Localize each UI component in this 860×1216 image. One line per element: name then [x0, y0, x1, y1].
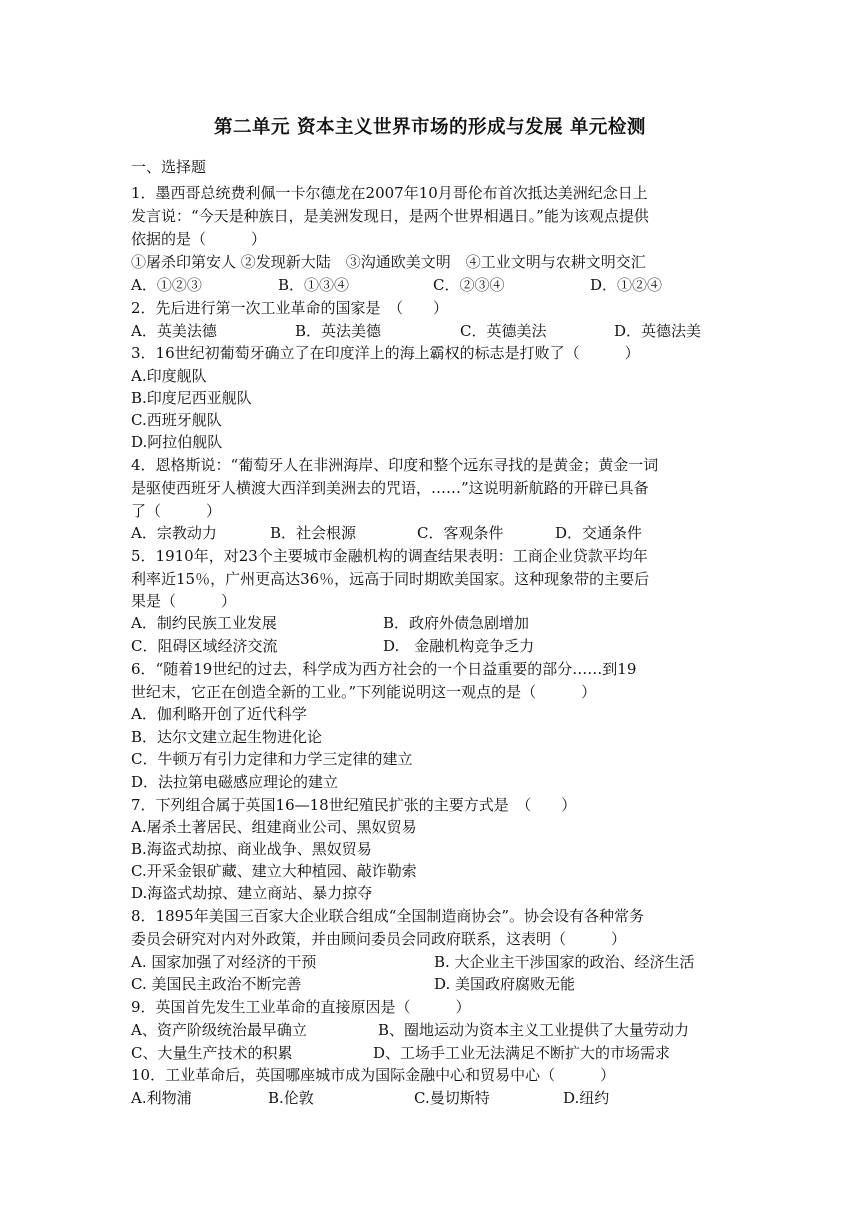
- question-10-option-b: B.伦敦: [268, 1089, 314, 1107]
- question-2-option-c: C．英德美法: [460, 322, 547, 340]
- question-8-option-c: C. 美国民主政治不断完善: [131, 975, 302, 993]
- question-10-line-1: 10．工业革命后，英国哪座城市成为国际金融中心和贸易中心（ ）: [131, 1066, 616, 1084]
- question-3-option-a: A.印度舰队: [131, 367, 207, 385]
- question-1-option-b: B．①③④: [278, 276, 350, 294]
- question-6-option-a: A．伽利略开创了近代科学: [131, 705, 307, 723]
- question-9-option-c: C、大量生产技术的积累: [131, 1044, 293, 1062]
- question-6-option-b: B．达尔文建立起生物进化论: [131, 728, 323, 746]
- question-8-line-1: 8．1895年美国三百家大企业联合组成“全国制造商协会”。协会设有各种常务: [131, 907, 645, 925]
- question-5-option-c: C．阻碍区域经济交流: [131, 637, 278, 655]
- question-4-line-3: 了（ ）: [131, 502, 222, 520]
- question-7-option-c: C.开采金银矿藏、建立大种植园、敲诈勒索: [131, 862, 417, 880]
- question-9-option-b: B、圈地运动为资本主义工业提供了大量劳动力: [378, 1021, 690, 1039]
- question-8-option-a: A. 国家加强了对经济的干预: [131, 953, 317, 971]
- question-1-option-d: D．①②④: [590, 276, 663, 294]
- question-5-line-1: 5．1910年，对23个主要城市金融机构的调查结果表明：工商企业贷款平均年: [131, 547, 648, 565]
- question-5-option-a: A．制约民族工业发展: [131, 614, 277, 632]
- question-7-option-a: A.屠杀土著居民、组建商业公司、黑奴贸易: [131, 818, 417, 836]
- question-5-line-3: 果是（ ）: [131, 592, 237, 610]
- question-2-line-1: 2．先后进行第一次工业革命的国家是 （ ）: [131, 299, 449, 317]
- question-10-option-c: C.曼切斯特: [414, 1089, 490, 1107]
- question-2-option-d: D．英德法美: [614, 322, 702, 340]
- question-1-line-2: 发言说：“今天是种族日，是美洲发现日，是两个世界相遇日。”能为该观点提供: [131, 207, 649, 225]
- question-5-option-d: D. 金融机构竞争乏力: [383, 637, 535, 655]
- question-9-line-1: 9．英国首先发生工业革命的直接原因是（ ）: [131, 998, 471, 1016]
- question-4-line-1: 4．恩格斯说：“葡萄牙人在非洲海岸、印度和整个远东寻找的是黄金；黄金一词: [131, 456, 659, 474]
- question-7-option-b: B.海盗式劫掠、商业战争、黑奴贸易: [131, 840, 372, 858]
- question-6-line-1: 6．“随着19世纪的过去，科学成为西方社会的一个日益重要的部分……到19: [131, 660, 637, 678]
- question-5-option-b: B．政府外债急剧增加: [383, 614, 530, 632]
- question-2-option-a: A．英美法德: [131, 322, 217, 340]
- question-4-option-d: D．交通条件: [555, 524, 643, 542]
- question-1-line-4: ①屠杀印第安人 ②发现新大陆 ③沟通欧美文明 ④工业文明与农耕文明交汇: [131, 253, 646, 271]
- question-6-option-c: C．牛顿万有引力定律和力学三定律的建立: [131, 750, 413, 768]
- question-3-line-1: 3．16世纪初葡萄牙确立了在印度洋上的海上霸权的标志是打败了（ ）: [131, 344, 640, 362]
- question-3-option-c: C.西班牙舰队: [131, 411, 222, 429]
- question-7-line-1: 7．下列组合属于英国16—18世纪殖民扩张的主要方式是 （ ）: [131, 796, 577, 814]
- question-1-option-a: A．①②③: [131, 276, 202, 294]
- question-5-line-2: 利率近15％，广州更高达36％，远高于同时期欧美国家。这种现象带的主要后: [131, 570, 650, 588]
- question-10-option-d: D.纽约: [563, 1089, 610, 1107]
- question-8-option-b: B. 大企业主干涉国家的政治、经济生活: [434, 953, 695, 971]
- question-9-option-d: D、工场手工业无法满足不断扩大的市场需求: [373, 1044, 671, 1062]
- question-1-line-3: 依据的是（ ）: [131, 230, 267, 248]
- question-8-line-2: 委员会研究对内对外政策，并由顾问委员会同政府联系，这表明（ ）: [131, 930, 627, 948]
- question-4-option-a: A．宗教动力: [131, 524, 217, 542]
- question-4-option-b: B．社会根源: [270, 524, 357, 542]
- question-4-option-c: C．客观条件: [417, 524, 504, 542]
- section-heading: 一、选择题: [131, 158, 207, 176]
- question-6-line-2: 世纪末，它正在创造全新的工业。”下列能说明这一观点的是（ ）: [131, 683, 597, 701]
- question-3-option-b: B.印度尼西亚舰队: [131, 389, 252, 407]
- question-1-option-c: C．②③④: [433, 276, 505, 294]
- question-7-option-d: D.海盗式劫掠、建立商站、暴力掠夺: [131, 884, 373, 902]
- question-9-option-a: A、资产阶级统治最早确立: [131, 1021, 307, 1039]
- question-3-option-d: D.阿拉伯舰队: [131, 433, 223, 451]
- question-6-option-d: D．法拉第电磁感应理论的建立: [131, 773, 339, 791]
- question-4-line-2: 是驱使西班牙人横渡大西洋到美洲去的咒语，……”这说明新航路的开辟已具备: [131, 479, 649, 497]
- question-1-line-1: 1．墨西哥总统费利佩一卡尔德龙在2007年10月哥伦布首次抵达美洲纪念日上: [131, 184, 648, 202]
- page-title: 第二单元 资本主义世界市场的形成与发展 单元检测: [214, 117, 646, 138]
- question-2-option-b: B．英法美德: [295, 322, 382, 340]
- question-10-option-a: A.利物浦: [131, 1089, 192, 1107]
- question-8-option-d: D. 美国政府腐败无能: [434, 975, 576, 993]
